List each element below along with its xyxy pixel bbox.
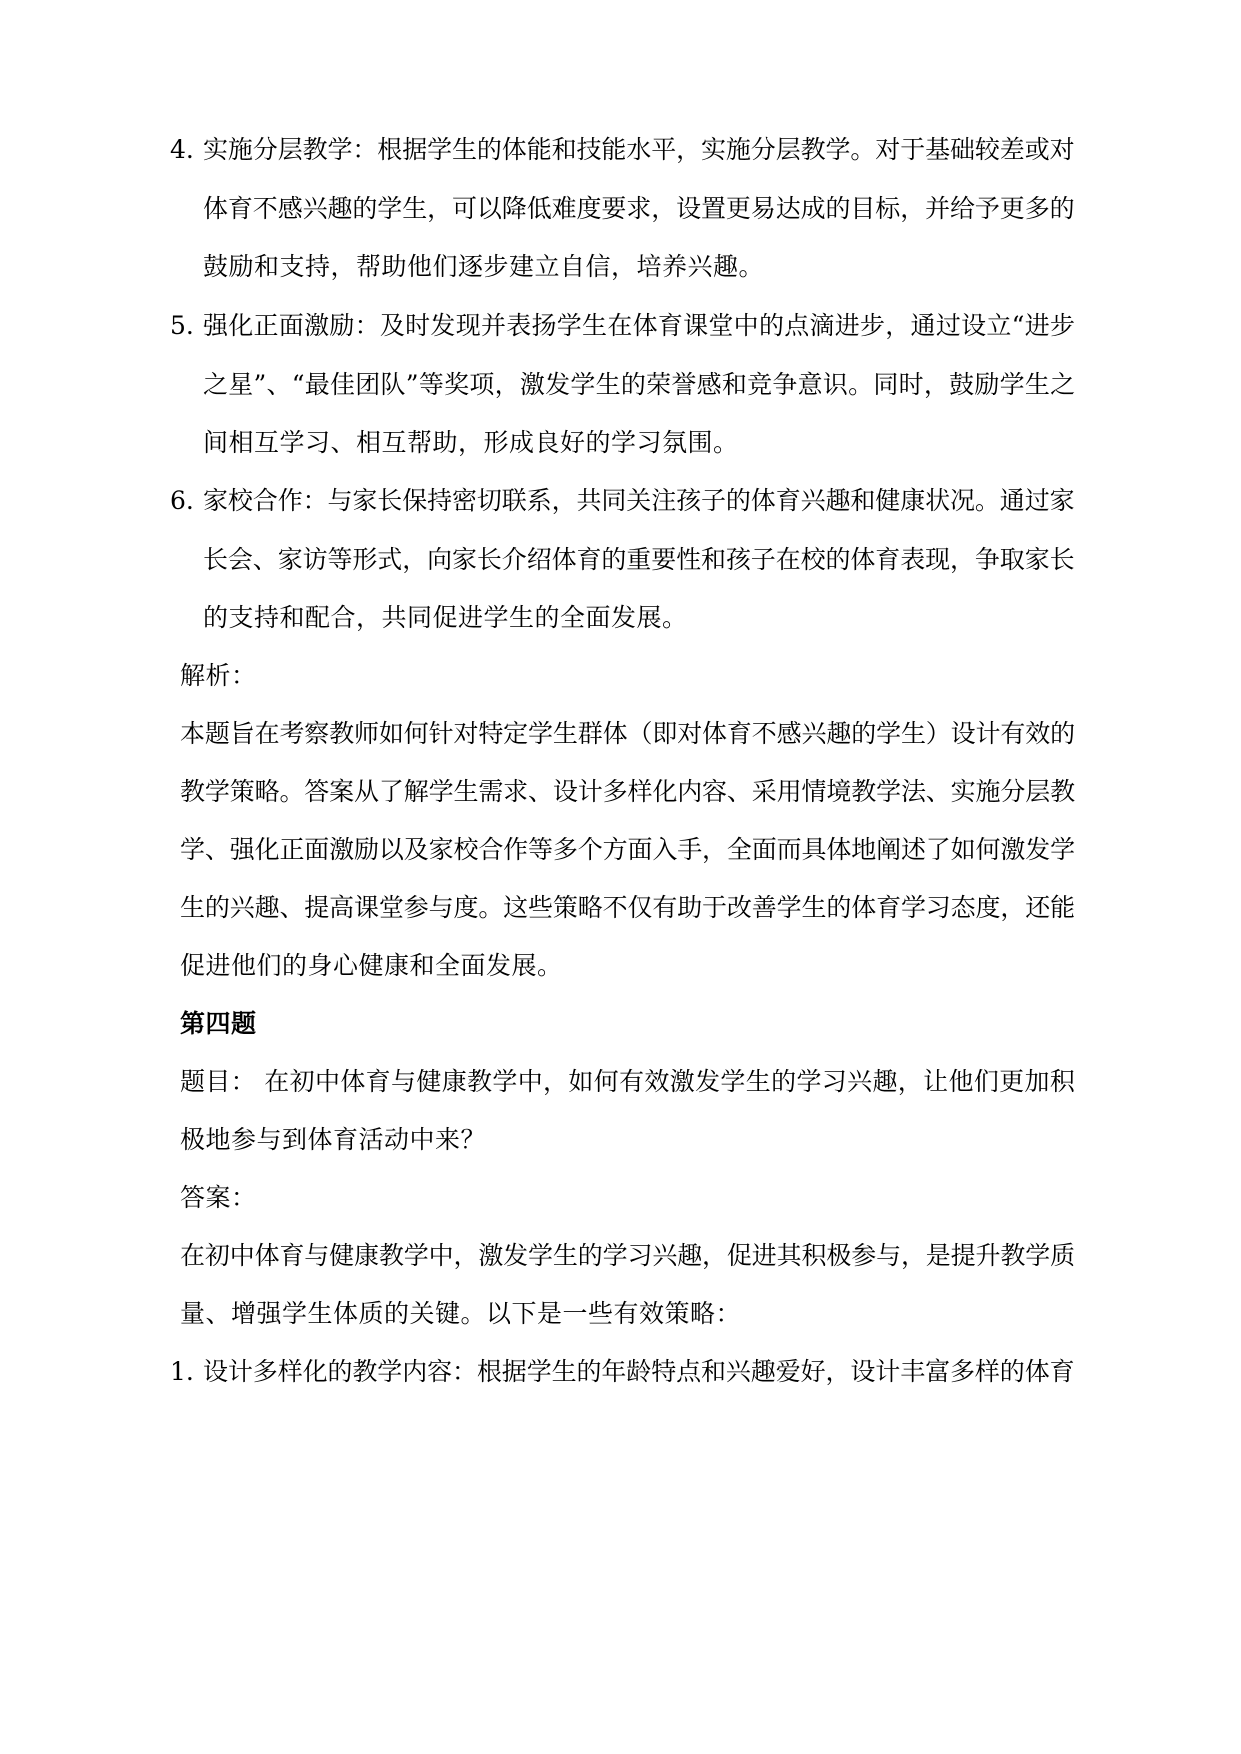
list-item-text: 体育不感兴趣的学生，可以降低难度要求，设置更易达成的目标，并给予更多的 — [203, 194, 1075, 223]
answer-text: 在初中体育与健康教学中，激发学生的学习兴趣，促进其积极参与，是提升教学质 — [180, 1241, 1075, 1270]
answer-label: 答案： — [180, 1183, 257, 1212]
list-item-text: 之星”、“最佳团队”等奖项，激发学生的荣誉感和竞争意识。同时，鼓励学生之 — [203, 370, 1076, 399]
section-heading: 第四题 — [180, 1009, 257, 1038]
analysis-text: 学、强化正面激励以及家校合作等多个方面入手，全面而具体地阐述了如何激发学 — [180, 835, 1075, 864]
list-item-text: 设计多样化的教学内容：根据学生的年龄特点和兴趣爱好，设计丰富多样的体育 — [203, 1357, 1075, 1386]
answer-text: 量、增强学生体质的关键。以下是一些有效策略： — [180, 1299, 742, 1328]
analysis-text: 本题旨在考察教师如何针对特定学生群体（即对体育不感兴趣的学生）设计有效的 — [180, 719, 1075, 748]
list-item-text: 家校合作：与家长保持密切联系，共同关注孩子的体育兴趣和健康状况。通过家 — [203, 486, 1075, 515]
analysis-text: 促进他们的身心健康和全面发展。 — [180, 951, 563, 980]
list-item-text: 的支持和配合，共同促进学生的全面发展。 — [203, 603, 688, 632]
list-item-text: 间相互学习、相互帮助，形成良好的学习氛围。 — [203, 428, 739, 457]
analysis-text: 生的兴趣、提高课堂参与度。这些策略不仅有助于改善学生的体育学习态度，还能 — [180, 893, 1075, 922]
list-item-text: 实施分层教学：根据学生的体能和技能水平，实施分层教学。对于基础较差或对 — [203, 135, 1075, 164]
list-item-text: 强化正面激励：及时发现并表扬学生在体育课堂中的点滴进步，通过设立“进步 — [203, 311, 1076, 340]
list-item-number: 6. — [170, 486, 194, 515]
list-item-text: 长会、家访等形式，向家长介绍体育的重要性和孩子在校的体育表现，争取家长 — [203, 545, 1075, 574]
question-text: 极地参与到体育活动中来？ — [180, 1125, 487, 1154]
list-item-number: 5. — [170, 311, 194, 340]
list-item-number: 1. — [170, 1357, 194, 1386]
list-item-text: 鼓励和支持，帮助他们逐步建立自信，培养兴趣。 — [203, 252, 765, 281]
question-text: 题目： 在初中体育与健康教学中，如何有效激发学生的学习兴趣，让他们更加积 — [180, 1067, 1076, 1096]
list-item-number: 4. — [170, 135, 194, 164]
analysis-label: 解析： — [180, 661, 257, 690]
analysis-text: 教学策略。答案从了解学生需求、设计多样化内容、采用情境教学法、实施分层教 — [180, 777, 1075, 806]
